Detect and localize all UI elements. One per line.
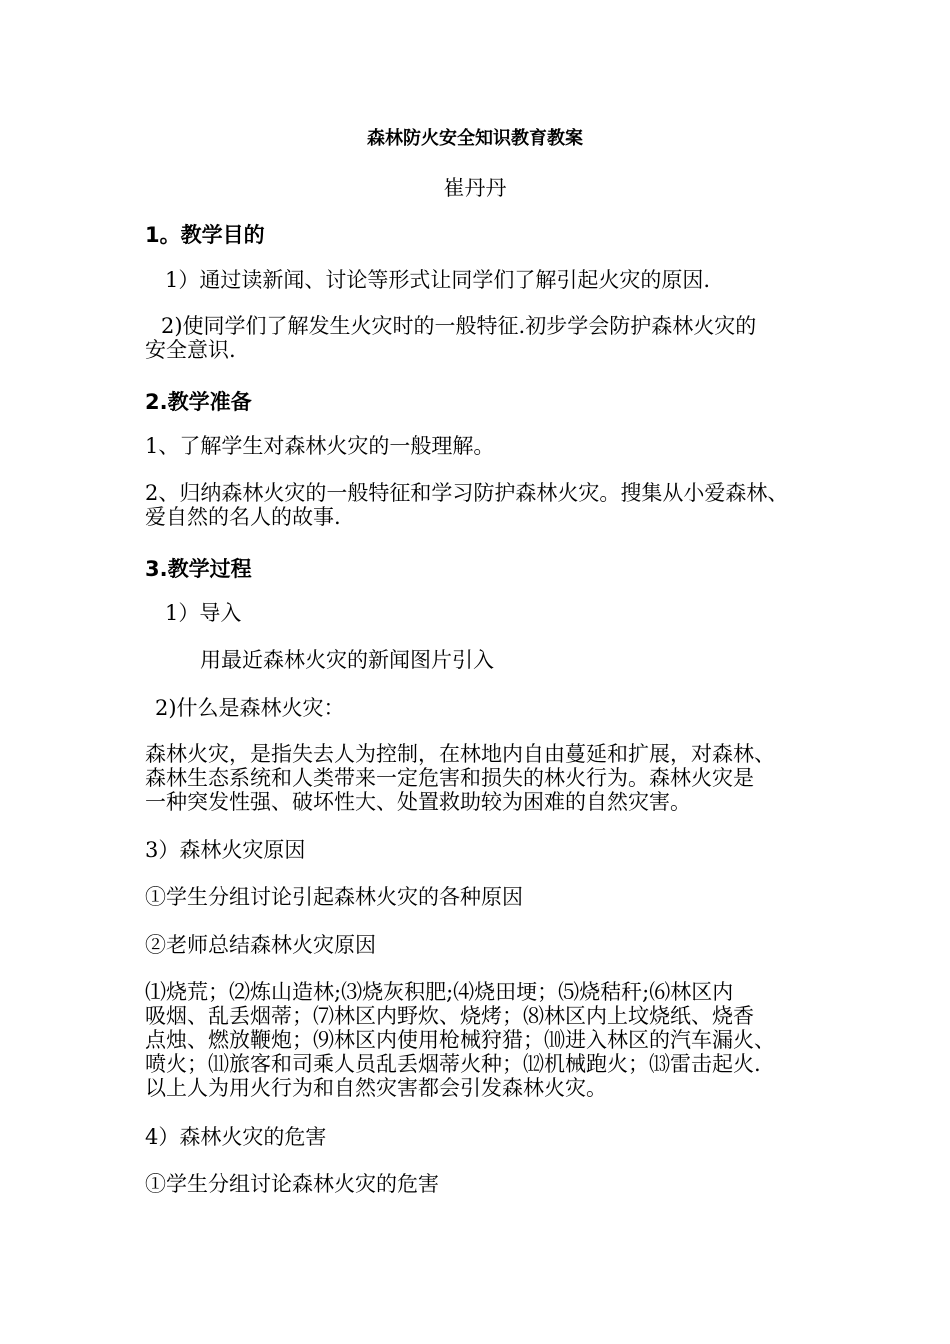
- section-heading-process: 3.教学过程: [145, 557, 252, 581]
- text-line: 2)使同学们了解发生火灾时的一般特征.初步学会防护森林火灾的: [161, 314, 757, 338]
- causes-item-2: ②老师总结森林火灾原因: [145, 933, 376, 957]
- preparation-item-2: [145, 481, 825, 529]
- document-title: 森林防火安全知识教育教案: [367, 128, 583, 149]
- text-line: 点烛、燃放鞭炮；⑼林区内使用枪械狩猎；⑽进入林区的汽车漏火、: [145, 1028, 775, 1052]
- author-name: 崔丹丹: [443, 176, 507, 200]
- causes-list: [145, 980, 825, 1100]
- section-heading-objectives: 1。教学目的: [145, 223, 265, 247]
- process-intro: 1）导入: [165, 601, 242, 625]
- causes-heading: 3）森林火灾原因: [145, 838, 306, 862]
- text-line: 2、归纳森林火灾的一般特征和学习防护森林火灾。搜集从小爱森林、: [145, 481, 789, 505]
- harm-heading: 4）森林火灾的危害: [145, 1125, 327, 1149]
- text-line: 以上人为用火行为和自然灾害都会引发森林火灾。: [145, 1076, 607, 1100]
- causes-item-1: ①学生分组讨论引起森林火灾的各种原因: [145, 885, 523, 909]
- objective-item-2: [145, 314, 825, 362]
- objective-item-1: 1）通过读新闻、讨论等形式让同学们了解引起火灾的原因.: [165, 268, 711, 292]
- text-line: 森林生态系统和人类带来一定危害和损失的林火行为。森林火灾是: [145, 766, 754, 790]
- preparation-item-1: 1、了解学生对森林火灾的一般理解。: [145, 434, 495, 458]
- process-what-is: 2)什么是森林火灾：: [155, 696, 345, 720]
- text-line: 安全意识.: [145, 338, 236, 362]
- harm-item-1: ①学生分组讨论森林火灾的危害: [145, 1172, 439, 1196]
- text-line: 爱自然的名人的故事.: [145, 505, 341, 529]
- text-line: 森林火灾，是指失去人为控制，在林地内自由蔓延和扩展，对森林、: [145, 742, 775, 766]
- process-intro-text: 用最近森林火灾的新闻图片引入: [200, 648, 494, 672]
- section-heading-preparation: 2.教学准备: [145, 390, 252, 414]
- text-line: 喷火；⑾旅客和司乘人员乱丢烟蒂火种；⑿机械跑火；⒀雷击起火.: [145, 1052, 761, 1076]
- text-line: 一种突发性强、破坏性大、处置救助较为困难的自然灾害。: [145, 790, 691, 814]
- text-line: 吸烟、乱丢烟蒂；⑺林区内野炊、烧烤；⑻林区内上坟烧纸、烧香: [145, 1004, 754, 1028]
- text-line: ⑴烧荒；⑵炼山造林;⑶烧灰积肥;⑷烧田埂；⑸烧秸秆;⑹林区内: [145, 980, 734, 1004]
- forest-fire-definition: [145, 742, 825, 814]
